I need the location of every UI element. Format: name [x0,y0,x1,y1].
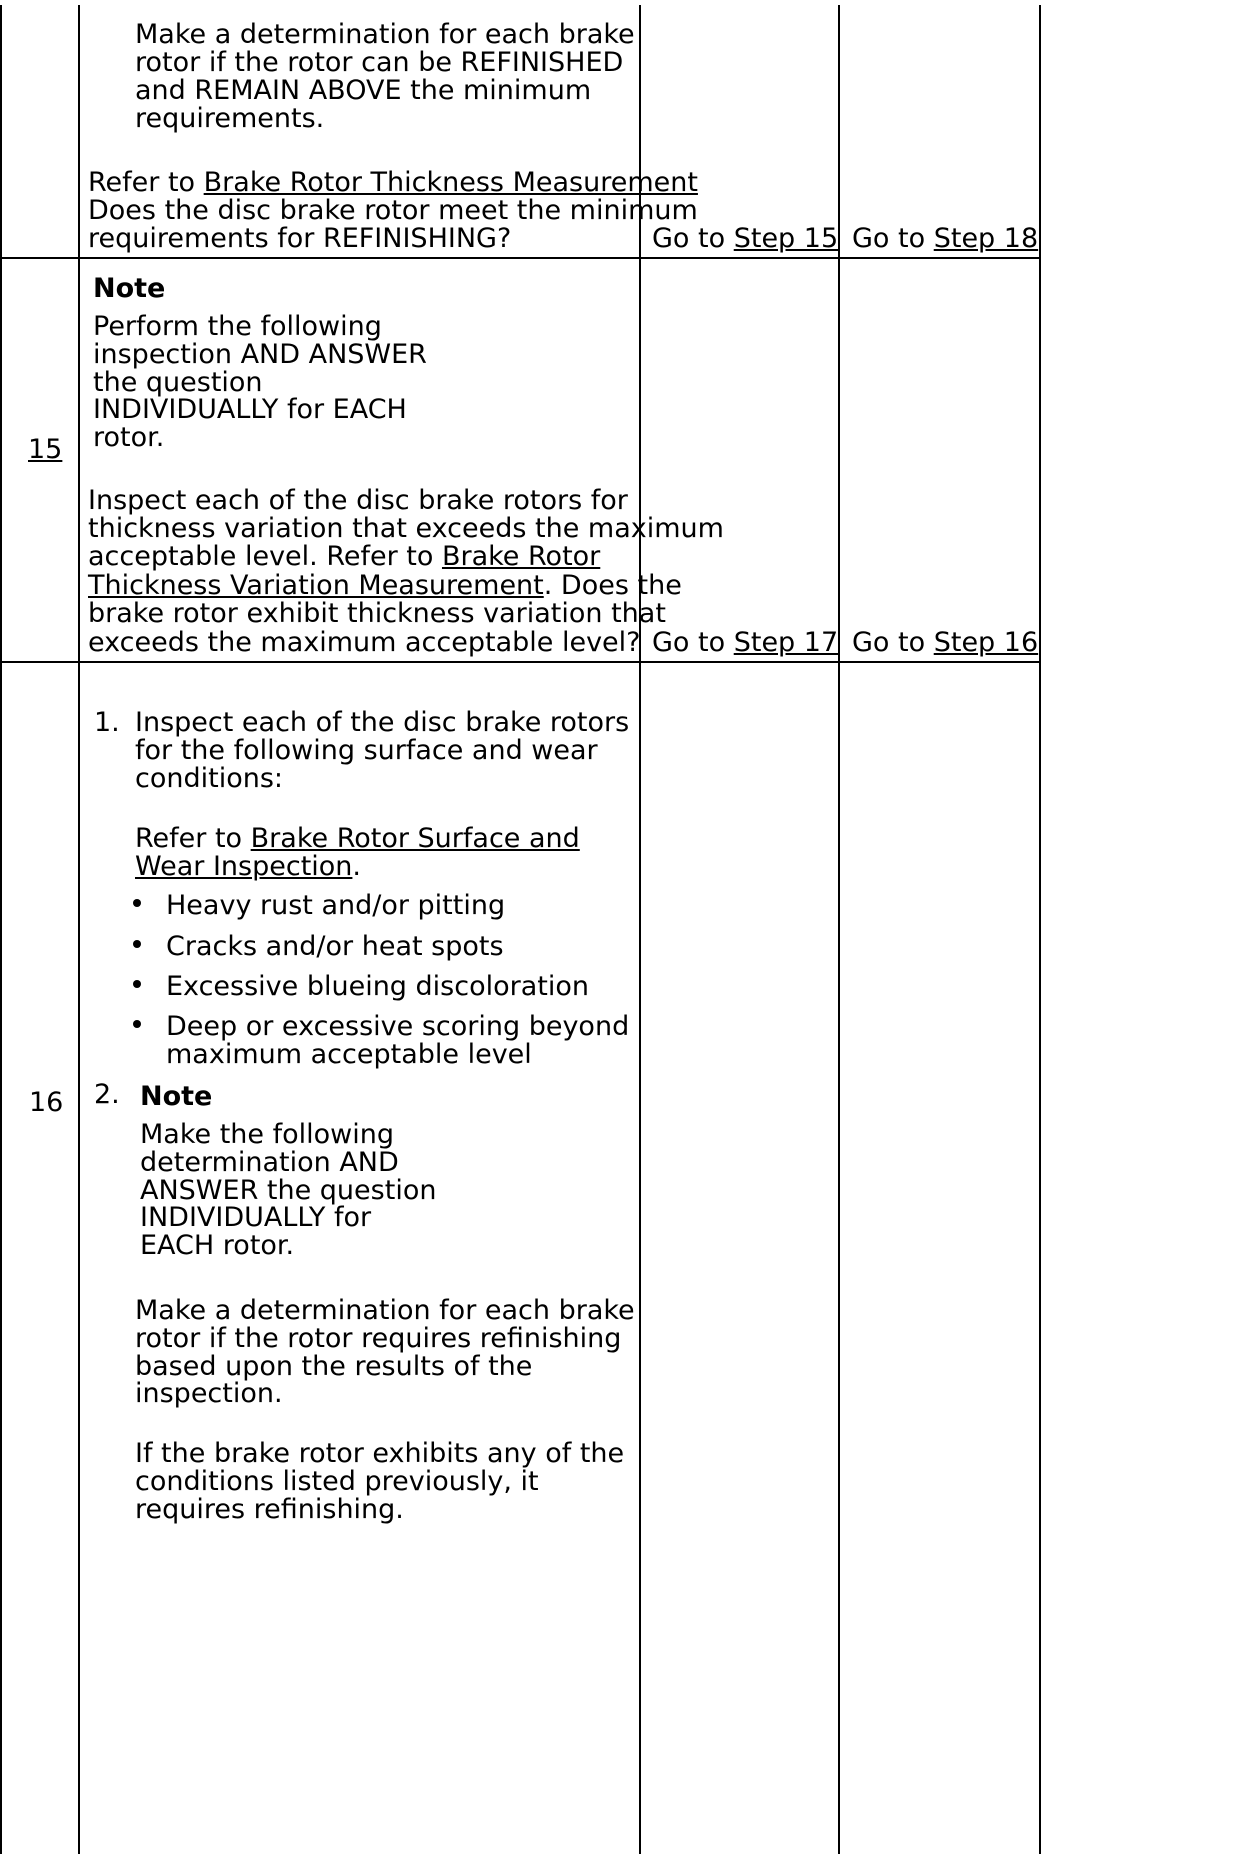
step-18-link[interactable]: Step 18 [933,223,1039,254]
step-17-link[interactable]: Step 17 [733,627,839,658]
row15-no-cell [852,626,1038,660]
note-line: INDIVIDUALLY for EACH [93,394,407,425]
table-border-right [1039,5,1041,1854]
note-line: Make the following [140,1119,394,1150]
row14-no-cell [852,222,1038,256]
row16-text-line: based upon the results of the [135,1351,533,1382]
note-label: Note [93,273,166,304]
row14-yes-cell [652,222,838,256]
row15-yes-cell [652,626,838,660]
bullet-icon [133,899,141,907]
bullet-icon [133,1020,141,1028]
brake-rotor-surface-wear-link[interactable]: Wear Inspection [135,851,353,882]
row14-question-line: requirements for REFINISHING? [88,223,512,254]
row16-text-line: If the brake rotor exhibits any of the [135,1438,625,1469]
row16-text-line: rotor if the rotor requires refinishing [135,1323,622,1354]
note-label: Note [140,1081,213,1112]
row-divider-14-15 [0,257,1041,259]
list-item: Deep or excessive scoring beyond [166,1011,630,1042]
brake-rotor-thickness-variation-link[interactable]: Thickness Variation Measurement [88,570,544,601]
note-line: determination AND [140,1147,399,1178]
row-divider-15-16 [0,661,1041,663]
refer-prefix: acceptable level. Refer to [88,541,442,572]
note-line: inspection AND ANSWER [93,339,427,370]
list-item-continuation: maximum acceptable level [166,1039,532,1070]
table-border-left [0,5,2,1854]
row16-text-line: Make a determination for each brake [135,1295,635,1326]
goto-prefix: Go to [852,627,934,658]
step-15-link[interactable]: Step 15 [733,223,839,254]
list-item: Heavy rust and/or pitting [166,890,506,921]
row15-text-line: Inspect each of the disc brake rotors for [88,485,628,516]
bullet-icon [133,980,141,988]
note-line: INDIVIDUALLY for [140,1202,372,1233]
note-line: ANSWER the question [140,1175,437,1206]
goto-prefix: Go to [652,627,734,658]
row14-text-line: and REMAIN ABOVE the minimum [135,75,592,106]
row14-text-line: requirements. [135,103,325,134]
goto-prefix: Go to [852,223,934,254]
refer-suffix: . [352,851,362,882]
column-divider-action [639,5,641,1854]
list-item-number: 2. [94,1079,120,1110]
note-line: EACH rotor. [140,1230,295,1261]
row14-question-line: Does the disc brake rotor meet the minimum [88,195,698,226]
row15-text-line: brake rotor exhibit thickness variation that [88,598,666,629]
goto-prefix: Go to [652,223,734,254]
step-number-15-link[interactable]: 15 [28,434,63,465]
row16-text-line: for the following surface and wear [135,735,598,766]
refer-prefix: Refer to [135,823,251,854]
row16-refer-line [135,850,361,884]
brake-rotor-thickness-variation-link[interactable]: Brake Rotor [441,541,601,572]
bullet-icon [133,940,141,948]
row15-text-line: exceeds the maximum acceptable level? [88,627,641,658]
list-item: Excessive blueing discoloration [166,971,589,1002]
list-item-number: 1. [94,707,120,738]
column-divider-step [78,5,80,1854]
column-divider-yes [838,5,840,1854]
brake-rotor-thickness-measurement-link[interactable]: Brake Rotor Thickness Measurement [203,167,698,198]
brake-rotor-surface-wear-link[interactable]: Brake Rotor Surface and [250,823,580,854]
row14-text-line: Make a determination for each brake [135,19,635,50]
row16-text-line: requires refinishing. [135,1494,404,1525]
step-number-16: 16 [29,1087,64,1118]
row16-text-line: Inspect each of the disc brake rotors [135,707,630,738]
row14-text-line: rotor if the rotor can be REFINISHED [135,47,624,78]
row16-text-line: conditions listed previously, it [135,1466,539,1497]
note-line: Perform the following [93,311,382,342]
row16-text-line: inspection. [135,1378,283,1409]
step-16-link[interactable]: Step 16 [933,627,1039,658]
note-line: rotor. [93,422,165,453]
refer-prefix: Refer to [88,167,204,198]
row15-text-suffix: . Does the [543,570,682,601]
list-item: Cracks and/or heat spots [166,931,504,962]
row16-text-line: conditions: [135,763,283,794]
note-line: the question [93,367,263,398]
row15-text-line: thickness variation that exceeds the maximum [88,513,724,544]
